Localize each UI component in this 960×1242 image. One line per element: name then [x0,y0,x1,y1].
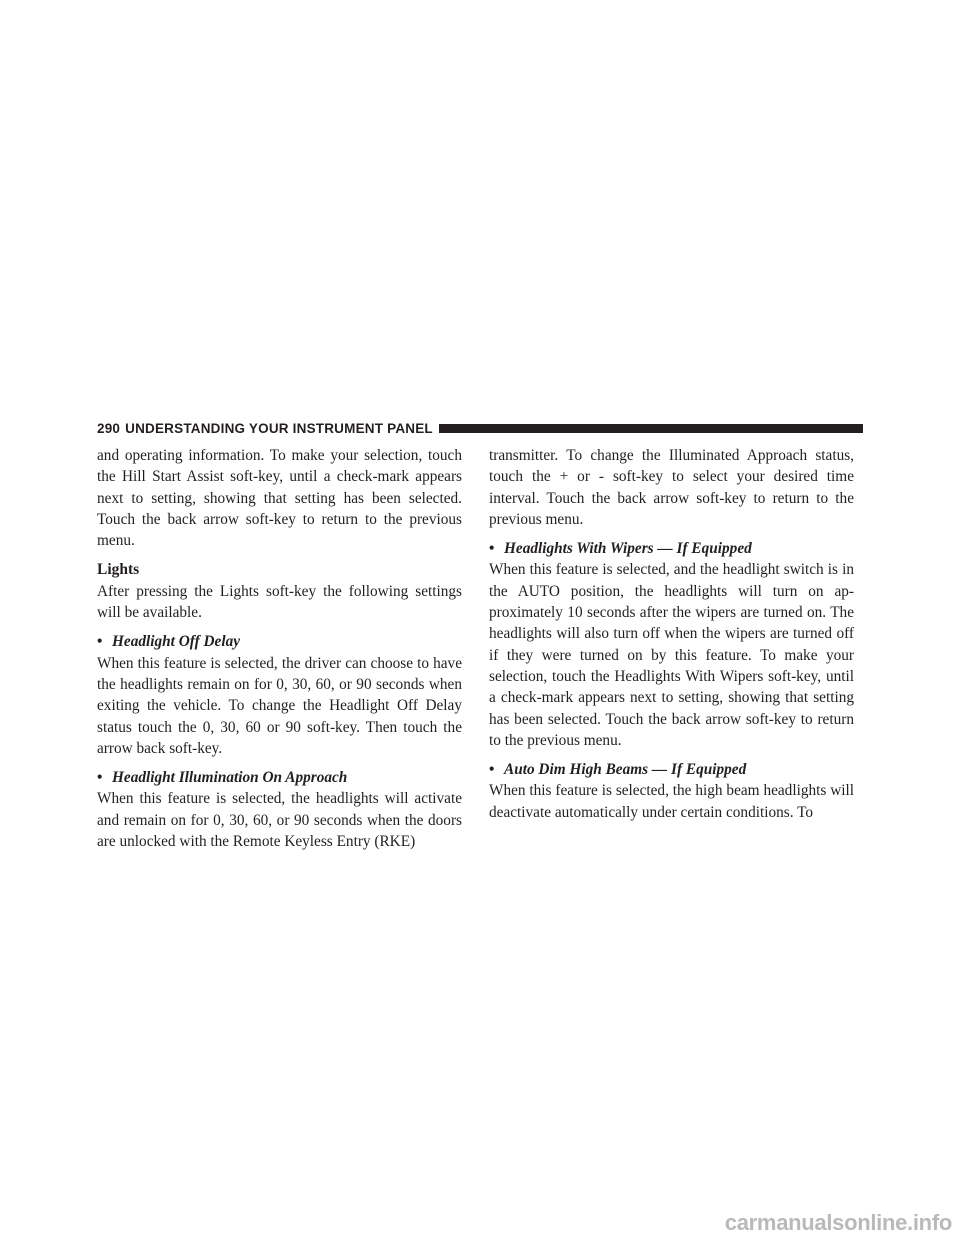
headlight-illumination-paragraph: When this feature is selected, the headlights will activate and remain on for 0, 30, 60, or 90 seconds when the doors are unlocked with the Remote Keyless Entry (RKE) [97,790,462,851]
left-column [97,445,462,852]
watermark-link[interactable]: carmanualsonline.info [724,1210,952,1235]
headlights-with-wipers-paragraph: When this feature is selected, and the headlight switch is in the AUTO position, the headlights will turn on ap-proximately 10 seconds after the wipers are turned on. The headlights will also turn off when the wipers are turned off if they were turned on by this feature. To make your selection, touch the Headlights With Wipers soft-key, until a check-mark appears next to setting, showing that setting has been selected. Touch the back arrow soft-key to return to the previous menu. [489,561,854,749]
headlights-with-wipers-title: Headlights With Wipers — If Equipped [504,540,752,558]
bullet-icon: • [489,540,495,558]
headlight-illumination-heading [97,767,462,788]
bullet-icon: • [489,761,495,779]
bullet-icon: • [97,769,103,787]
right-column [489,445,854,823]
page-header [97,417,863,439]
headlight-illumination-title: Headlight Illumination On Approach [112,769,348,787]
page-number: 290 [97,420,121,436]
headlights-with-wipers-heading [489,538,854,559]
headlight-off-delay-title: Headlight Off Delay [112,633,241,651]
auto-dim-high-beams-paragraph: When this feature is selected, the high beam headlights will deactivate automatically under certain conditions. To [489,782,854,821]
headlight-off-delay-heading [97,631,462,652]
lights-heading: Lights [97,561,140,579]
bullet-icon: • [97,633,103,651]
headlight-off-delay-paragraph: When this feature is selected, the driver can choose to have the headlights remain on for 0, 30, 60, or 90 seconds when exiting the vehicle. To change the Headlight Off Delay status touch the 0, 30, 60 or 90 soft-key. Then touch the arrow back soft-key. [97,654,462,757]
header-rule [439,424,863,433]
intro-paragraph: and operating information. To make your selection, touch the Hill Start Assist soft-key, until a check-mark appears next to setting, showing that setting has been selected. Touch the back arrow soft-key to return to the previous menu. [97,447,462,550]
lights-paragraph: After pressing the Lights soft-key the following settings will be available. [97,582,462,622]
continuation-paragraph: transmitter. To change the Illuminated Approach status, touch the + or - soft-key to select your desired time interval. Touch the back arrow soft-key to return to the previous menu. [489,447,854,528]
section-title: UNDERSTANDING YOUR INSTRUMENT PANEL [125,420,433,436]
auto-dim-high-beams-heading [489,759,854,780]
auto-dim-high-beams-title: Auto Dim High Beams — If Equipped [504,761,747,779]
